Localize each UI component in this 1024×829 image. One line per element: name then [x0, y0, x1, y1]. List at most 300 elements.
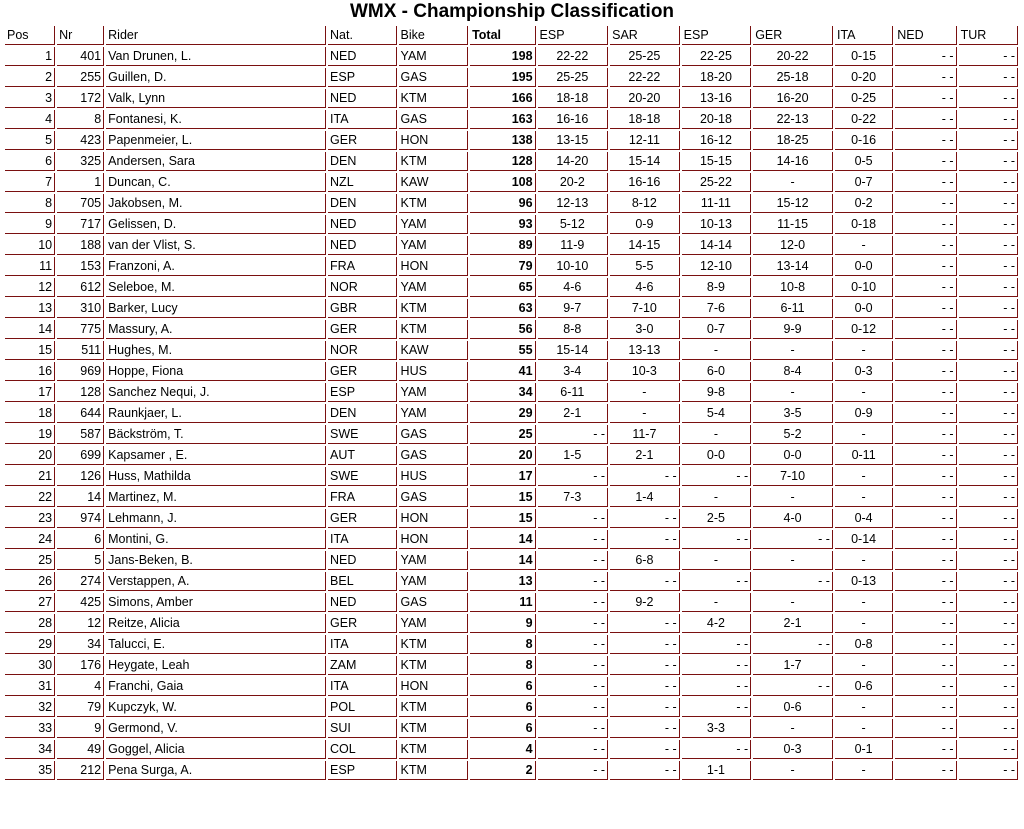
number-cell: 775: [57, 320, 104, 339]
table-row: [5, 299, 1018, 318]
total-cell: 79: [470, 257, 535, 276]
pos-cell: 12: [5, 278, 55, 297]
race-cell: 25-18: [753, 68, 833, 87]
nation-cell: NED: [328, 89, 397, 108]
total-cell: 2: [470, 761, 535, 780]
rider-cell: Andersen, Sara: [106, 152, 326, 171]
rider-cell: Verstappen, A.: [106, 572, 326, 591]
race-cell: 6-0: [682, 362, 752, 381]
bike-cell: KTM: [399, 320, 469, 339]
total-cell: 41: [470, 362, 535, 381]
race-cell: - -: [895, 509, 956, 528]
column-header-race7: TUR: [959, 26, 1018, 45]
race-cell: - -: [895, 110, 956, 129]
race-cell: - -: [895, 194, 956, 213]
race-cell: 22-25: [682, 47, 752, 66]
race-cell: 0-9: [835, 404, 893, 423]
rider-cell: Hoppe, Fiona: [106, 362, 326, 381]
column-header-race3: ESP: [682, 26, 752, 45]
race-cell: 0-2: [835, 194, 893, 213]
pos-cell: 15: [5, 341, 55, 360]
bike-cell: KTM: [399, 89, 469, 108]
race-cell: - -: [895, 551, 956, 570]
race-cell: - -: [682, 656, 752, 675]
pos-cell: 28: [5, 614, 55, 633]
total-cell: 8: [470, 656, 535, 675]
race-cell: 15-15: [682, 152, 752, 171]
column-header-bike: Bike: [399, 26, 469, 45]
race-cell: - -: [959, 656, 1018, 675]
race-cell: - -: [959, 446, 1018, 465]
race-cell: 2-1: [610, 446, 680, 465]
nation-cell: SUI: [328, 719, 397, 738]
bike-cell: YAM: [399, 215, 469, 234]
race-cell: 0-25: [835, 89, 893, 108]
number-cell: 5: [57, 551, 104, 570]
race-cell: -: [835, 719, 893, 738]
nation-cell: GER: [328, 131, 397, 150]
race-cell: - -: [895, 635, 956, 654]
nation-cell: ESP: [328, 383, 397, 402]
number-cell: 699: [57, 446, 104, 465]
pos-cell: 19: [5, 425, 55, 444]
race-cell: - -: [895, 572, 956, 591]
pos-cell: 31: [5, 677, 55, 696]
total-cell: 6: [470, 698, 535, 717]
race-cell: 22-13: [753, 110, 833, 129]
total-cell: 96: [470, 194, 535, 213]
race-cell: 12-10: [682, 257, 752, 276]
rider-cell: Simons, Amber: [106, 593, 326, 612]
race-cell: 0-12: [835, 320, 893, 339]
pos-cell: 21: [5, 467, 55, 486]
race-cell: - -: [959, 404, 1018, 423]
race-cell: - -: [895, 362, 956, 381]
total-cell: 56: [470, 320, 535, 339]
rider-cell: Raunkjaer, L.: [106, 404, 326, 423]
race-cell: 2-1: [753, 614, 833, 633]
race-cell: 14-14: [682, 236, 752, 255]
nation-cell: GER: [328, 509, 397, 528]
bike-cell: KTM: [399, 698, 469, 717]
table-row: [5, 425, 1018, 444]
rider-cell: Kapsamer , E.: [106, 446, 326, 465]
number-cell: 705: [57, 194, 104, 213]
rider-cell: Seleboe, M.: [106, 278, 326, 297]
table-row: [5, 173, 1018, 192]
race-cell: -: [753, 593, 833, 612]
race-cell: 0-22: [835, 110, 893, 129]
race-cell: -: [835, 593, 893, 612]
race-cell: - -: [895, 320, 956, 339]
race-cell: - -: [895, 719, 956, 738]
rider-cell: Hughes, M.: [106, 341, 326, 360]
bike-cell: GAS: [399, 488, 469, 507]
number-cell: 8: [57, 110, 104, 129]
nation-cell: ITA: [328, 110, 397, 129]
race-cell: 6-11: [538, 383, 609, 402]
race-cell: -: [835, 698, 893, 717]
nation-cell: ITA: [328, 677, 397, 696]
race-cell: -: [835, 551, 893, 570]
rider-cell: Lehmann, J.: [106, 509, 326, 528]
pos-cell: 10: [5, 236, 55, 255]
race-cell: 14-15: [610, 236, 680, 255]
total-cell: 198: [470, 47, 535, 66]
pos-cell: 14: [5, 320, 55, 339]
rider-cell: Bäckström, T.: [106, 425, 326, 444]
race-cell: - -: [959, 572, 1018, 591]
race-cell: 15-14: [610, 152, 680, 171]
race-cell: 20-20: [610, 89, 680, 108]
total-cell: 63: [470, 299, 535, 318]
race-cell: 4-6: [610, 278, 680, 297]
number-cell: 612: [57, 278, 104, 297]
table-row: [5, 320, 1018, 339]
race-cell: 22-22: [610, 68, 680, 87]
nation-cell: SWE: [328, 467, 397, 486]
bike-cell: KAW: [399, 173, 469, 192]
race-cell: - -: [959, 509, 1018, 528]
race-cell: 0-3: [835, 362, 893, 381]
race-cell: - -: [895, 278, 956, 297]
table-row: [5, 488, 1018, 507]
race-cell: - -: [610, 467, 680, 486]
race-cell: -: [835, 614, 893, 633]
total-cell: 163: [470, 110, 535, 129]
number-cell: 717: [57, 215, 104, 234]
table-row: [5, 131, 1018, 150]
race-cell: 0-0: [835, 299, 893, 318]
nation-cell: GER: [328, 362, 397, 381]
bike-cell: GAS: [399, 446, 469, 465]
race-cell: 0-1: [835, 740, 893, 759]
race-cell: 18-20: [682, 68, 752, 87]
bike-cell: HON: [399, 677, 469, 696]
race-cell: 0-15: [835, 47, 893, 66]
race-cell: 7-10: [753, 467, 833, 486]
race-cell: - -: [538, 656, 609, 675]
number-cell: 969: [57, 362, 104, 381]
total-cell: 17: [470, 467, 535, 486]
total-cell: 15: [470, 488, 535, 507]
header-row: [5, 26, 1018, 45]
nation-cell: BEL: [328, 572, 397, 591]
race-cell: 10-13: [682, 215, 752, 234]
rider-cell: Van Drunen, L.: [106, 47, 326, 66]
table-row: [5, 677, 1018, 696]
bike-cell: GAS: [399, 593, 469, 612]
pos-cell: 2: [5, 68, 55, 87]
race-cell: - -: [959, 89, 1018, 108]
race-cell: - -: [895, 404, 956, 423]
race-cell: 0-18: [835, 215, 893, 234]
rider-cell: Jans-Beken, B.: [106, 551, 326, 570]
race-cell: -: [835, 467, 893, 486]
nation-cell: ITA: [328, 635, 397, 654]
pos-cell: 20: [5, 446, 55, 465]
race-cell: - -: [682, 530, 752, 549]
race-cell: - -: [959, 677, 1018, 696]
race-cell: - -: [895, 740, 956, 759]
nation-cell: FRA: [328, 488, 397, 507]
nation-cell: NED: [328, 593, 397, 612]
number-cell: 401: [57, 47, 104, 66]
table-row: [5, 278, 1018, 297]
race-cell: 13-14: [753, 257, 833, 276]
number-cell: 212: [57, 761, 104, 780]
bike-cell: GAS: [399, 425, 469, 444]
column-header-race6: NED: [895, 26, 956, 45]
number-cell: 188: [57, 236, 104, 255]
race-cell: 18-25: [753, 131, 833, 150]
rider-cell: Talucci, E.: [106, 635, 326, 654]
race-cell: - -: [959, 488, 1018, 507]
race-cell: - -: [895, 467, 956, 486]
race-cell: 10-10: [538, 257, 609, 276]
race-cell: 2-5: [682, 509, 752, 528]
race-cell: 18-18: [538, 89, 609, 108]
total-cell: 93: [470, 215, 535, 234]
race-cell: 3-3: [682, 719, 752, 738]
race-cell: 0-5: [835, 152, 893, 171]
bike-cell: GAS: [399, 68, 469, 87]
number-cell: 176: [57, 656, 104, 675]
bike-cell: KTM: [399, 761, 469, 780]
pos-cell: 25: [5, 551, 55, 570]
race-cell: - -: [959, 152, 1018, 171]
race-cell: - -: [959, 68, 1018, 87]
race-cell: - -: [610, 509, 680, 528]
bike-cell: YAM: [399, 278, 469, 297]
race-cell: 22-22: [538, 47, 609, 66]
number-cell: 14: [57, 488, 104, 507]
table-row: [5, 110, 1018, 129]
race-cell: 0-6: [753, 698, 833, 717]
pos-cell: 29: [5, 635, 55, 654]
race-cell: - -: [895, 257, 956, 276]
total-cell: 8: [470, 635, 535, 654]
bike-cell: YAM: [399, 383, 469, 402]
race-cell: - -: [895, 299, 956, 318]
rider-cell: Germond, V.: [106, 719, 326, 738]
race-cell: - -: [610, 740, 680, 759]
table-row: [5, 467, 1018, 486]
race-cell: - -: [959, 110, 1018, 129]
race-cell: - -: [895, 341, 956, 360]
nation-cell: NED: [328, 236, 397, 255]
race-cell: -: [835, 383, 893, 402]
race-cell: - -: [959, 593, 1018, 612]
race-cell: 8-12: [610, 194, 680, 213]
race-cell: - -: [959, 215, 1018, 234]
race-cell: - -: [895, 761, 956, 780]
table-row: [5, 215, 1018, 234]
number-cell: 511: [57, 341, 104, 360]
nation-cell: NZL: [328, 173, 397, 192]
bike-cell: HON: [399, 257, 469, 276]
race-cell: - -: [682, 467, 752, 486]
race-cell: - -: [753, 530, 833, 549]
race-cell: - -: [959, 614, 1018, 633]
race-cell: -: [753, 488, 833, 507]
column-header-total: Total: [470, 26, 535, 45]
rider-cell: Massury, A.: [106, 320, 326, 339]
race-cell: - -: [538, 509, 609, 528]
total-cell: 20: [470, 446, 535, 465]
race-cell: -: [835, 425, 893, 444]
race-cell: - -: [895, 152, 956, 171]
race-cell: - -: [959, 299, 1018, 318]
table-row: [5, 341, 1018, 360]
race-cell: -: [753, 383, 833, 402]
race-cell: - -: [538, 740, 609, 759]
race-cell: 11-7: [610, 425, 680, 444]
table-row: [5, 572, 1018, 591]
column-header-pos: Pos: [5, 26, 55, 45]
bike-cell: GAS: [399, 110, 469, 129]
nation-cell: ITA: [328, 530, 397, 549]
race-cell: -: [682, 341, 752, 360]
race-cell: - -: [682, 635, 752, 654]
race-cell: 0-11: [835, 446, 893, 465]
race-cell: 8-4: [753, 362, 833, 381]
number-cell: 4: [57, 677, 104, 696]
rider-cell: Guillen, D.: [106, 68, 326, 87]
table-row: [5, 635, 1018, 654]
total-cell: 166: [470, 89, 535, 108]
race-cell: -: [835, 656, 893, 675]
race-cell: - -: [895, 236, 956, 255]
nation-cell: NED: [328, 47, 397, 66]
table-row: [5, 236, 1018, 255]
page-title: WMX - Championship Classification: [349, 1, 675, 22]
column-header-nat: Nat.: [328, 26, 397, 45]
race-cell: 25-22: [682, 173, 752, 192]
rider-cell: Franzoni, A.: [106, 257, 326, 276]
bike-cell: YAM: [399, 236, 469, 255]
race-cell: 7-3: [538, 488, 609, 507]
race-cell: - -: [610, 677, 680, 696]
nation-cell: DEN: [328, 404, 397, 423]
bike-cell: HUS: [399, 467, 469, 486]
race-cell: - -: [959, 194, 1018, 213]
rider-cell: Gelissen, D.: [106, 215, 326, 234]
number-cell: 128: [57, 383, 104, 402]
race-cell: 0-0: [753, 446, 833, 465]
total-cell: 34: [470, 383, 535, 402]
race-cell: - -: [959, 131, 1018, 150]
pos-cell: 22: [5, 488, 55, 507]
classification-table: [3, 24, 1020, 782]
pos-cell: 26: [5, 572, 55, 591]
race-cell: - -: [895, 383, 956, 402]
race-cell: 0-16: [835, 131, 893, 150]
race-cell: 13-16: [682, 89, 752, 108]
race-cell: 5-2: [753, 425, 833, 444]
race-cell: - -: [895, 656, 956, 675]
race-cell: - -: [895, 68, 956, 87]
race-cell: -: [753, 719, 833, 738]
number-cell: 6: [57, 530, 104, 549]
race-cell: 4-0: [753, 509, 833, 528]
race-cell: 14-16: [753, 152, 833, 171]
column-header-race4: GER: [753, 26, 833, 45]
race-cell: 20-18: [682, 110, 752, 129]
nation-cell: NOR: [328, 278, 397, 297]
race-cell: 3-5: [753, 404, 833, 423]
race-cell: 0-9: [610, 215, 680, 234]
total-cell: 25: [470, 425, 535, 444]
nation-cell: GER: [328, 614, 397, 633]
race-cell: - -: [959, 47, 1018, 66]
number-cell: 255: [57, 68, 104, 87]
race-cell: 11-9: [538, 236, 609, 255]
table-row: [5, 740, 1018, 759]
bike-cell: KTM: [399, 719, 469, 738]
race-cell: 16-16: [538, 110, 609, 129]
race-cell: - -: [610, 614, 680, 633]
nation-cell: NED: [328, 551, 397, 570]
race-cell: 5-12: [538, 215, 609, 234]
race-cell: -: [682, 488, 752, 507]
total-cell: 195: [470, 68, 535, 87]
race-cell: - -: [959, 257, 1018, 276]
rider-cell: Reitze, Alicia: [106, 614, 326, 633]
race-cell: - -: [538, 719, 609, 738]
nation-cell: POL: [328, 698, 397, 717]
pos-cell: 6: [5, 152, 55, 171]
bike-cell: KTM: [399, 656, 469, 675]
table-row: [5, 47, 1018, 66]
rider-cell: Barker, Lucy: [106, 299, 326, 318]
total-cell: 128: [470, 152, 535, 171]
rider-cell: Heygate, Leah: [106, 656, 326, 675]
race-cell: -: [753, 761, 833, 780]
number-cell: 325: [57, 152, 104, 171]
race-cell: 11-15: [753, 215, 833, 234]
table-row: [5, 530, 1018, 549]
total-cell: 11: [470, 593, 535, 612]
race-cell: - -: [538, 698, 609, 717]
race-cell: 0-13: [835, 572, 893, 591]
rider-cell: Duncan, C.: [106, 173, 326, 192]
race-cell: - -: [895, 446, 956, 465]
race-cell: - -: [895, 488, 956, 507]
race-cell: 9-2: [610, 593, 680, 612]
number-cell: 126: [57, 467, 104, 486]
race-cell: - -: [610, 572, 680, 591]
race-cell: - -: [538, 614, 609, 633]
race-cell: - -: [895, 173, 956, 192]
race-cell: - -: [959, 362, 1018, 381]
bike-cell: HON: [399, 530, 469, 549]
total-cell: 138: [470, 131, 535, 150]
race-cell: 1-5: [538, 446, 609, 465]
race-cell: -: [835, 236, 893, 255]
table-body: [5, 47, 1018, 780]
rider-cell: Sanchez Nequi, J.: [106, 383, 326, 402]
race-cell: - -: [538, 467, 609, 486]
rider-cell: Papenmeier, L.: [106, 131, 326, 150]
race-cell: 25-25: [610, 47, 680, 66]
number-cell: 425: [57, 593, 104, 612]
race-cell: 6-8: [610, 551, 680, 570]
rider-cell: Huss, Mathilda: [106, 467, 326, 486]
bike-cell: YAM: [399, 47, 469, 66]
race-cell: 1-1: [682, 761, 752, 780]
race-cell: 10-3: [610, 362, 680, 381]
